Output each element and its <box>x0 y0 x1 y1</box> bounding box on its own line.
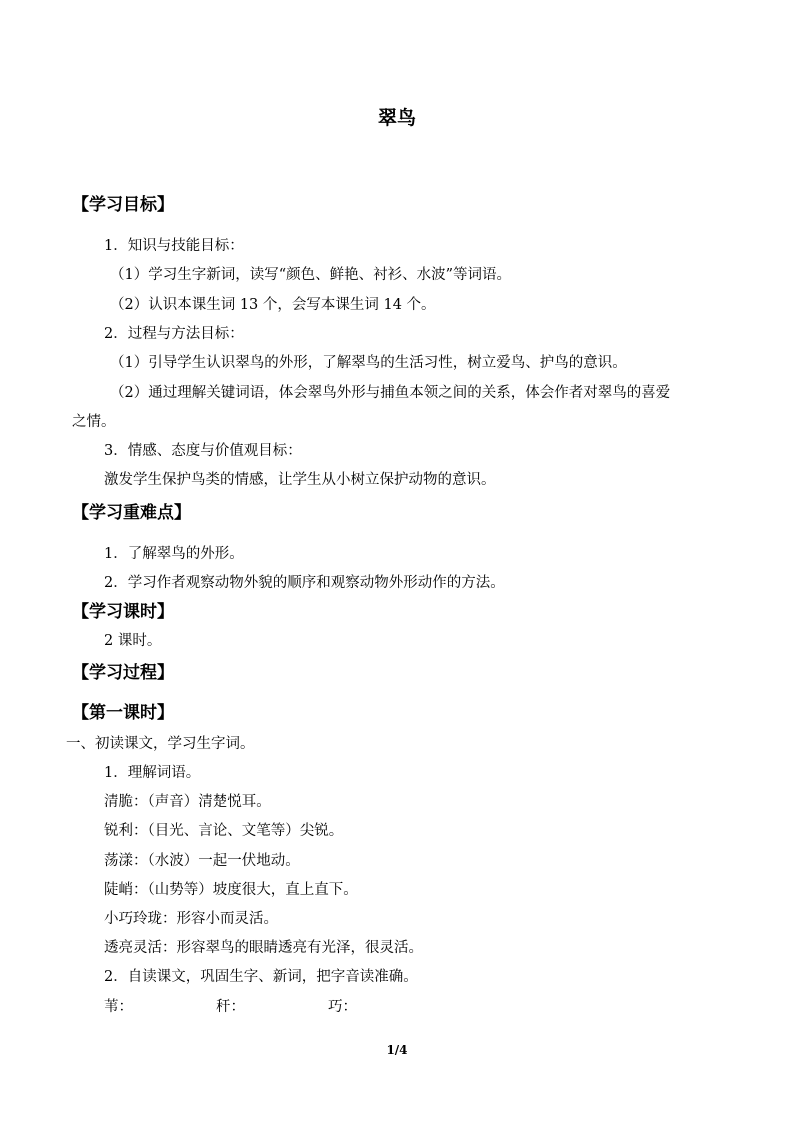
objective-process-2: （2）通过理解关键词语，体会翠鸟外形与捕鱼本领之间的关系，体会作者对翠鸟的喜爱 <box>110 385 671 401</box>
keypoint-1: 1．了解翠鸟的外形。 <box>104 546 244 562</box>
step-1-1: 1．理解词语。 <box>104 765 201 781</box>
objective-process: 2．过程与方法目标： <box>104 326 244 342</box>
character-item: 苇： <box>104 999 133 1015</box>
keypoints-heading: 【学习重难点】 <box>72 503 191 523</box>
page-title: 翠鸟 <box>377 107 416 129</box>
word-definition: 清脆：（声音）清楚悦耳。 <box>104 794 271 810</box>
keypoint-2: 2．学习作者观察动物外貌的顺序和观察动物外形动作的方法。 <box>104 575 505 591</box>
objectives-heading: 【学习目标】 <box>72 195 174 215</box>
objective-emotion-1: 激发学生保护鸟类的情感，让学生从小树立保护动物的意识。 <box>104 472 496 488</box>
process-heading: 【学习过程】 <box>72 663 174 683</box>
word-definition: 锐利：（目光、言论、文笔等）尖锐。 <box>104 823 344 839</box>
word-definition: 透亮灵活：形容翠鸟的眼睛透亮有光泽，很灵活。 <box>104 940 423 956</box>
objective-process-2-cont: 之情。 <box>72 414 116 430</box>
word-definition: 荡漾：（水波）一起一伏地动。 <box>104 853 300 869</box>
step-1: 一、初读课文，学习生字词。 <box>66 736 255 752</box>
character-row <box>104 996 754 1018</box>
objective-knowledge-1: （1）学习生字新词，读写“颜色、鲜艳、衬衫、水波”等词语。 <box>110 267 512 283</box>
objective-knowledge: 1．知识与技能目标： <box>104 238 244 254</box>
word-definition: 小巧玲珑：形容小而灵活。 <box>104 911 278 927</box>
hours-text: 2 课时。 <box>104 633 162 649</box>
character-item: 秆： <box>216 999 245 1015</box>
hours-heading: 【学习课时】 <box>72 602 174 622</box>
page-number: 1/4 <box>386 1043 408 1057</box>
step-1-2: 2．自读课文，巩固生字、新词，把字音读准确。 <box>104 969 418 985</box>
objective-emotion: 3．情感、态度与价值观目标： <box>104 443 302 459</box>
objective-knowledge-2: （2）认识本课生词 13 个，会写本课生词 14 个。 <box>110 297 436 313</box>
objective-process-1: （1）引导学生认识翠鸟的外形，了解翠鸟的生活习性，树立爱鸟、护鸟的意识。 <box>110 355 627 371</box>
character-item: 巧： <box>328 999 357 1015</box>
word-definition: 陡峭：（山势等）坡度很大，直上直下。 <box>104 882 358 898</box>
lesson1-heading: 【第一课时】 <box>72 703 174 723</box>
